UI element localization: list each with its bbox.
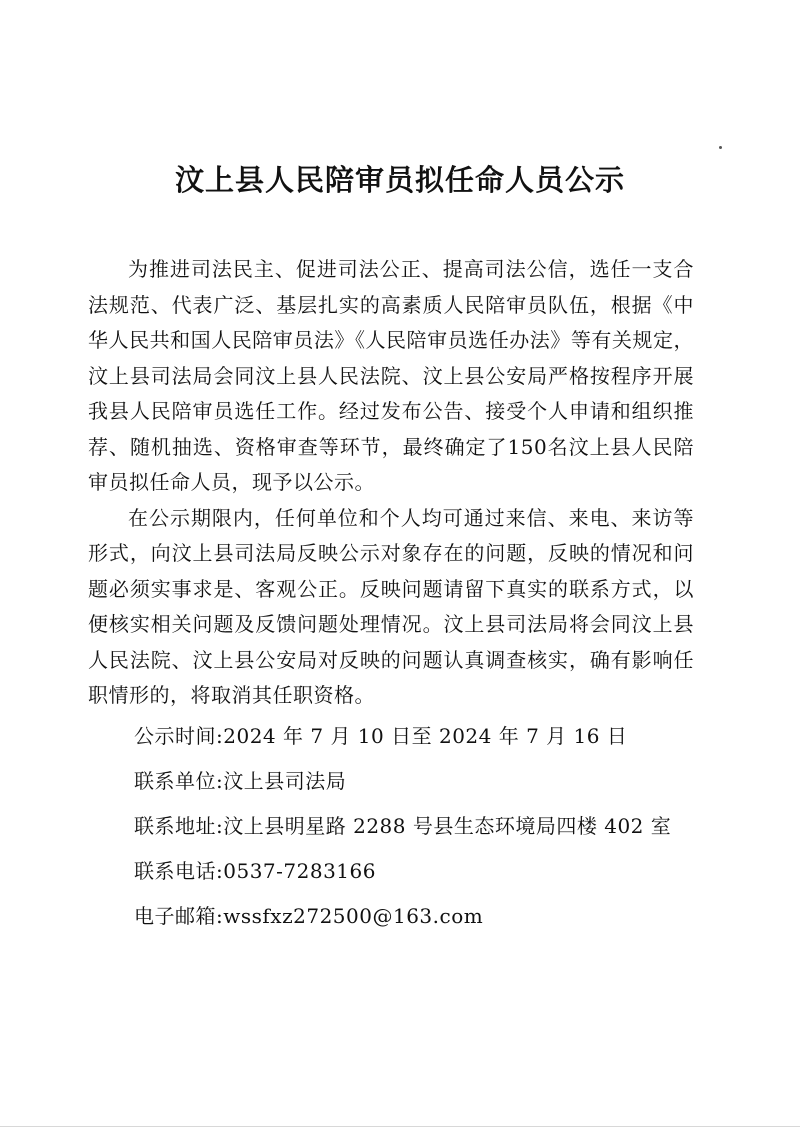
contact-item-phone bbox=[88, 849, 694, 894]
contact-label: 公示时间: bbox=[134, 723, 224, 748]
contact-label: 联系单位: bbox=[134, 768, 224, 793]
paragraph-intro: 为推进司法民主、促进司法公正、提高司法公信，选任一支合法规范、代表广泛、基层扎实的高素质人民陪审员队伍，根据《中华人民共和国人民陪审员法》《人民陪审员选任办法》等有关规定，汶上县司法局会同汶上县人民法院、汶上县公安局严格按程序开展我县人民陪审员选任工作。经过发布公告、接受个人申请和组织推荐、随机抽选、资格审查等环节，最终确定了150名汶上县人民陪审员拟任命人员，现予以公示。 bbox=[88, 257, 694, 494]
contact-item-email bbox=[88, 894, 694, 939]
contact-label: 联系地址: bbox=[134, 813, 224, 838]
document-title: 汶上县人民陪审员拟任命人员公示 bbox=[174, 163, 625, 197]
contact-value: 汶上县明星路 2288 号县生态环境局四楼 402 室 bbox=[223, 813, 672, 838]
contact-label: 电子邮箱: bbox=[134, 903, 224, 928]
scan-speck bbox=[719, 146, 722, 149]
contact-value: 0537-7283166 bbox=[223, 858, 376, 883]
contact-value: 汶上县司法局 bbox=[223, 768, 347, 793]
contact-value: wssfxz272500@163.com bbox=[223, 903, 484, 928]
contact-value: 2024 年 7 月 10 日至 2024 年 7 月 16 日 bbox=[223, 723, 628, 748]
document-body bbox=[88, 252, 694, 939]
contact-list bbox=[88, 714, 694, 939]
contact-item-address bbox=[88, 804, 694, 849]
paragraph-feedback: 在公示期限内，任何单位和个人均可通过来信、来电、来访等形式，向汶上县司法局反映公示对象存在的问题，反映的情况和问题必须实事求是、客观公正。反映问题请留下真实的联系方式，以便核实相关问题及反馈问题处理情况。汶上县司法局将会同汶上县人民法院、汶上县公安局对反映的问题认真调查核实，确有影响任职情形的，将取消其任职资格。 bbox=[88, 505, 694, 707]
scan-bottom-edge bbox=[0, 1126, 800, 1127]
contact-label: 联系电话: bbox=[134, 858, 224, 883]
contact-item-period bbox=[88, 714, 694, 759]
contact-item-unit bbox=[88, 759, 694, 804]
